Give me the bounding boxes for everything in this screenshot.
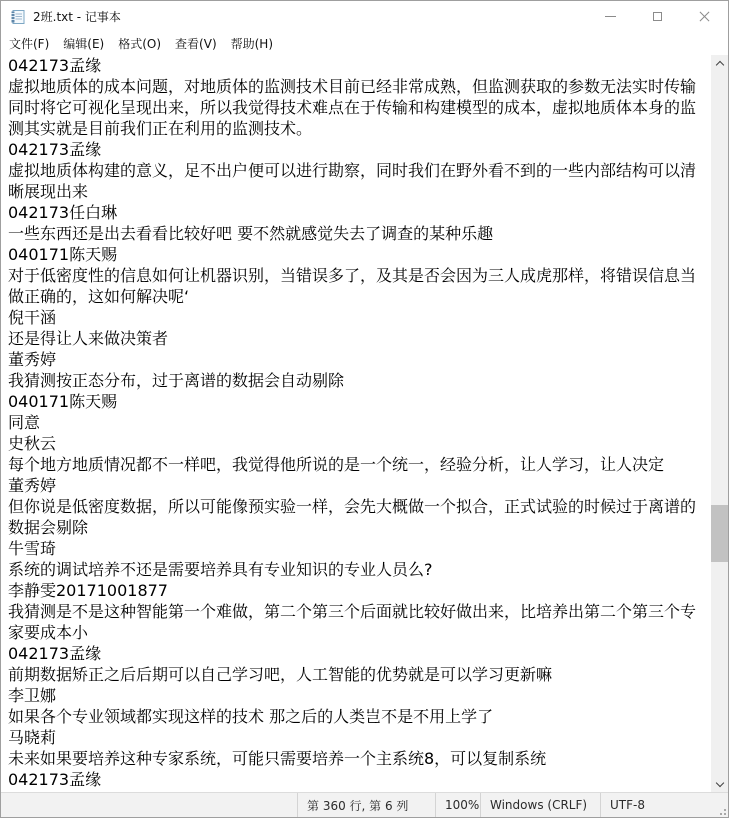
menu-item-help[interactable]: 帮助(H)	[230, 37, 274, 51]
window-title: 2班.txt - 记事本	[33, 10, 121, 24]
status-bar	[1, 792, 728, 817]
scrollbar-thumb[interactable]	[711, 505, 728, 562]
text-line: 李卫娜	[8, 686, 57, 705]
text-line: 040171陈天赐	[8, 392, 118, 411]
maximize-icon	[653, 12, 662, 21]
text-line: 未来如果要培养这种专家系统，可能只需要培养一个主系统8，可以复制系统	[8, 749, 547, 768]
text-line: 牛雪琦	[8, 539, 57, 558]
text-line: 每个地方地质情况都不一样吧，我觉得他所说的是一个统一，经验分析，让人学习，让人决定	[8, 455, 665, 474]
text-line: 前期数据矫正之后后期可以自己学习吧，人工智能的优势就是可以学习更新嘛	[8, 665, 553, 684]
status-cursor-position: 第 360 行, 第 6 列	[297, 793, 435, 817]
text-line: 042173孟缘	[8, 644, 102, 663]
menu-bar	[1, 32, 728, 55]
scroll-down-button[interactable]	[711, 775, 728, 792]
resize-grip-icon[interactable]	[718, 807, 726, 815]
text-line: 董秀婷	[8, 350, 57, 369]
text-line: 马晓莉	[8, 728, 57, 747]
text-line: 042173任白琳	[8, 203, 118, 222]
text-line: 042173孟缘	[8, 140, 102, 159]
title-bar[interactable]	[1, 1, 728, 32]
minimize-button[interactable]	[587, 1, 634, 32]
menu-item-file[interactable]: 文件(F)	[9, 37, 50, 51]
text-line: 同意	[8, 413, 41, 432]
close-button[interactable]	[681, 1, 728, 32]
notepad-app-icon	[10, 9, 26, 25]
window-controls	[587, 1, 728, 32]
encoding-label: UTF-8	[610, 798, 645, 812]
text-line: 我猜测按正态分布，过于离谱的数据会自动剔除	[8, 371, 345, 390]
text-line: 家要成本小	[8, 623, 89, 642]
text-line: 我猜测是不是这种智能第一个难做，第二个第三个后面就比较好做出来，比培养出第二个第三个专	[8, 602, 697, 621]
status-spacer	[1, 793, 297, 817]
minimize-icon	[605, 16, 616, 17]
status-line-ending: Windows (CRLF)	[480, 793, 600, 817]
text-line: 数据会剔除	[8, 518, 89, 537]
scroll-up-button[interactable]	[711, 55, 728, 72]
close-icon	[699, 11, 710, 22]
text-line: 一些东西还是出去看看比较好吧 要不然就感觉失去了调查的某种乐趣	[8, 224, 494, 243]
chevron-down-icon	[715, 778, 723, 786]
text-line: 系统的调试培养不还是需要培养具有专业知识的专业人员么?	[8, 560, 433, 579]
text-line: 晰展现出来	[8, 182, 89, 201]
text-line: 040171陈天赐	[8, 245, 118, 264]
maximize-button[interactable]	[634, 1, 681, 32]
vertical-scrollbar[interactable]	[711, 55, 728, 792]
text-line: 但你说是低密度数据，所以可能像预实验一样，会先大概做一个拟合，正式试验的时候过于离谱的	[8, 497, 697, 516]
text-line: 虚拟地质体的成本问题，对地质体的监测技术目前已经非常成熟，但监测获取的参数无法实时传输	[8, 77, 697, 96]
chevron-up-icon	[715, 60, 723, 68]
menu-item-edit[interactable]: 编辑(E)	[63, 37, 105, 51]
text-line: 测其实就是目前我们正在利用的监测技术。	[8, 119, 313, 138]
text-line: 还是得让人来做决策者	[8, 329, 169, 348]
menu-item-format[interactable]: 格式(O)	[118, 37, 162, 51]
text-area[interactable]	[1, 55, 711, 792]
text-line: 同时将它可视化呈现出来，所以我觉得技术难点在于传输和构建模型的成本，虚拟地质体本身的监	[8, 98, 697, 117]
text-line: 042173孟缘	[8, 56, 102, 75]
text-line: 虚拟地质体构建的意义，足不出户便可以进行勘察，同时我们在野外看不到的一些内部结构可以清	[8, 161, 697, 180]
text-line: 史秋云	[8, 434, 57, 453]
menu-item-view[interactable]: 查看(V)	[175, 37, 217, 51]
text-line: 董秀婷	[8, 476, 57, 495]
text-line: 如果各个专业领域都实现这样的技术 那之后的人类岂不是不用上学了	[8, 707, 494, 726]
status-zoom-level: 100%	[435, 793, 480, 817]
text-line: 042173孟缘	[8, 770, 102, 789]
text-line: 做正确的，这如何解决呢‘	[8, 287, 190, 306]
text-line: 倪干涵	[8, 308, 57, 327]
text-line: 对于低密度性的信息如何让机器识别，当错误多了，及其是否会因为三人成虎那样，将错误信息当	[8, 266, 697, 285]
status-encoding	[600, 793, 728, 817]
text-line: 李静雯20171001877	[8, 581, 168, 600]
